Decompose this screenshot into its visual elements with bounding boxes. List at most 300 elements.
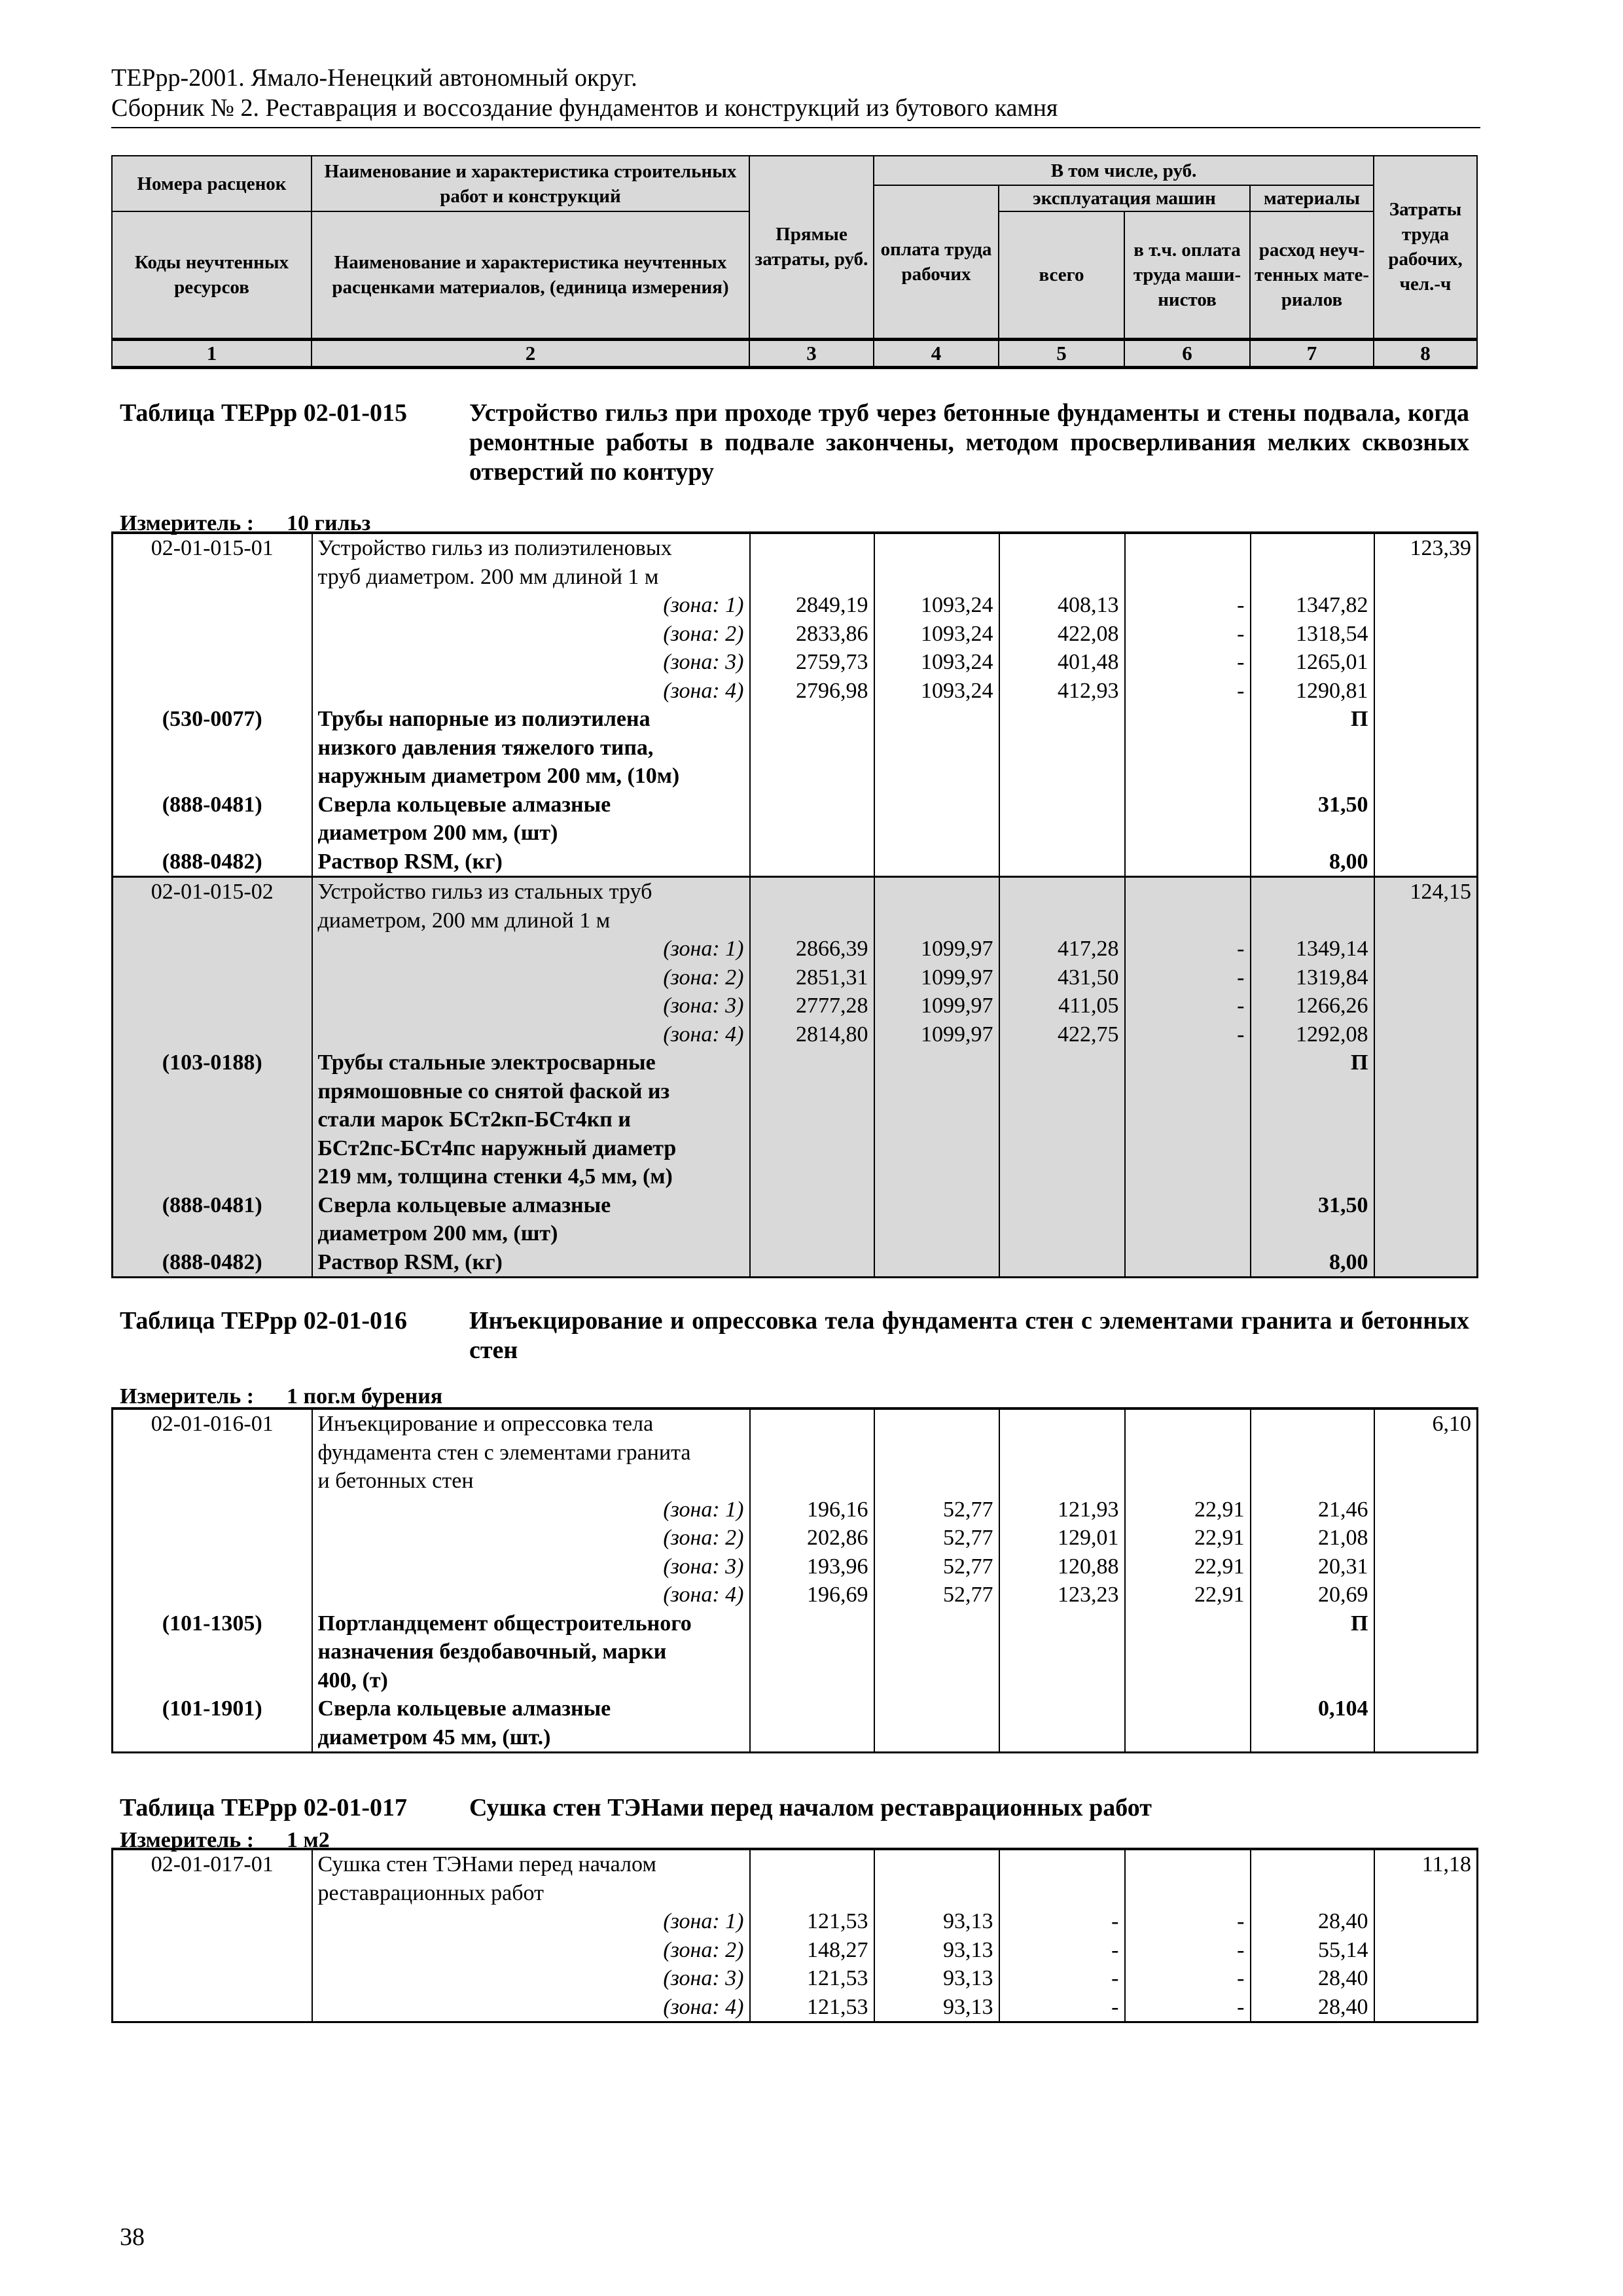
table-row	[113, 1907, 1478, 1936]
zone-label: (зона: 1)	[312, 1907, 750, 1936]
cell	[874, 705, 999, 734]
table-row	[113, 906, 1478, 935]
cell	[874, 1191, 999, 1220]
operator-pay: -	[1125, 620, 1251, 649]
machines-total: 129,01	[999, 1524, 1125, 1552]
table-row	[113, 1993, 1478, 2022]
cell	[1125, 1723, 1251, 1753]
material-name-line: Трубы стальные электросварные	[312, 1049, 750, 1077]
cell	[999, 848, 1125, 877]
table-row	[113, 533, 1478, 563]
cell	[113, 1134, 312, 1163]
rate-name-line: труб диаметром. 200 мм длиной 1 м	[312, 563, 750, 592]
cell	[113, 591, 312, 620]
cell	[113, 1077, 312, 1106]
cell	[1125, 1191, 1251, 1220]
zone-label: (зона: 1)	[312, 1496, 750, 1524]
cell	[113, 1162, 312, 1191]
header-resource-codes: Коды неучтенных ресурсов	[112, 211, 312, 339]
cell	[1125, 1105, 1251, 1134]
table-row	[113, 1105, 1478, 1134]
table-row	[113, 1248, 1478, 1278]
cell	[874, 791, 999, 819]
cell	[1251, 762, 1374, 791]
cell	[1374, 563, 1478, 592]
materials-cost: 28,40	[1251, 1993, 1374, 2022]
table-row	[113, 1609, 1478, 1638]
machines-total: 120,88	[999, 1552, 1125, 1581]
table-row	[113, 1936, 1478, 1965]
rate-name-line: фундамента стен с элементами гранита	[312, 1439, 750, 1467]
cell	[750, 877, 874, 906]
table-number: Таблица ТЕРрр 02-01-016	[120, 1307, 408, 1335]
meter-label: Измеритель :	[120, 1384, 255, 1408]
column-number: 3	[749, 339, 874, 367]
direct-costs: 2866,39	[750, 935, 874, 963]
material-name-line: низкого давления тяжелого типа,	[312, 734, 750, 762]
material-consumption: 31,50	[1251, 1191, 1374, 1220]
column-number: 6	[1124, 339, 1250, 367]
material-name-line: Портландцемент общестроительного	[312, 1609, 750, 1638]
labor-cost: 124,15	[1374, 877, 1478, 906]
table-row	[113, 992, 1478, 1020]
cell	[750, 1077, 874, 1106]
zone-label: (зона: 2)	[312, 1524, 750, 1552]
material-consumption: 8,00	[1251, 848, 1374, 877]
zone-label: (зона: 2)	[312, 620, 750, 649]
meter-value: 1 м2	[287, 1828, 330, 1852]
cell	[750, 791, 874, 819]
table-row	[113, 1524, 1478, 1552]
cell	[874, 563, 999, 592]
header-material-name: Наименование и характеристика неучтенных расценками материалов, (единица измерения)	[312, 211, 749, 339]
cell	[999, 1105, 1125, 1134]
table-row	[113, 1162, 1478, 1191]
cell	[1251, 533, 1374, 563]
operator-pay: 22,91	[1125, 1552, 1251, 1581]
header-machines-total: всего	[999, 211, 1124, 339]
cell	[1374, 1581, 1478, 1609]
cell	[113, 762, 312, 791]
cell	[1251, 1439, 1374, 1467]
cell	[1125, 848, 1251, 877]
cell	[750, 734, 874, 762]
labor-cost: 11,18	[1374, 1849, 1478, 1879]
cell	[1374, 992, 1478, 1020]
table-row	[113, 963, 1478, 992]
cell	[1251, 1134, 1374, 1163]
operator-pay: -	[1125, 591, 1251, 620]
cell	[874, 1049, 999, 1077]
resource-code: (103-0188)	[113, 1049, 312, 1077]
worker-pay: 1099,97	[874, 935, 999, 963]
table-row	[113, 1581, 1478, 1609]
cell	[1125, 1609, 1251, 1638]
cell	[874, 762, 999, 791]
worker-pay: 1093,24	[874, 648, 999, 677]
cell	[874, 1879, 999, 1908]
cell	[874, 1638, 999, 1666]
cell	[750, 762, 874, 791]
cell	[1374, 906, 1478, 935]
cell	[874, 1609, 999, 1638]
resource-code: (888-0481)	[113, 1191, 312, 1220]
cell	[750, 563, 874, 592]
cell	[1374, 648, 1478, 677]
header-direct-costs: Прямые затраты, руб.	[749, 156, 874, 339]
cell	[999, 1049, 1125, 1077]
cell	[113, 1936, 312, 1965]
collection-subtitle: Сборник № 2. Реставрация и воссоздание фундаментов и конструкций из бутового камня	[111, 94, 1058, 122]
table-row	[113, 563, 1478, 592]
cell	[999, 1219, 1125, 1248]
cell	[1374, 1907, 1478, 1936]
direct-costs: 121,53	[750, 1964, 874, 1993]
cell	[750, 1219, 874, 1248]
header-labor-costs: Затраты труда рабочих, чел.-ч	[1374, 156, 1477, 339]
cell	[113, 648, 312, 677]
worker-pay: 52,77	[874, 1581, 999, 1609]
cell	[1251, 1666, 1374, 1695]
resource-code: (101-1901)	[113, 1695, 312, 1723]
cell	[750, 1879, 874, 1908]
table-row	[113, 1467, 1478, 1496]
labor-cost: 6,10	[1374, 1408, 1478, 1439]
table-row	[113, 1049, 1478, 1077]
cell	[999, 1695, 1125, 1723]
rate-code: 02-01-016-01	[113, 1408, 312, 1439]
cell	[750, 1191, 874, 1220]
cell	[1125, 1638, 1251, 1666]
cell	[1374, 1191, 1478, 1220]
zone-label: (зона: 4)	[312, 1993, 750, 2022]
cell	[113, 677, 312, 706]
cell	[999, 1248, 1125, 1278]
machines-total: 408,13	[999, 591, 1125, 620]
cell	[874, 1467, 999, 1496]
header-materials: материалы	[1250, 185, 1374, 211]
table-meter	[120, 1384, 442, 1410]
zone-label: (зона: 3)	[312, 1964, 750, 1993]
table-row	[113, 1849, 1478, 1879]
cell	[1374, 1049, 1478, 1077]
direct-costs: 2849,19	[750, 591, 874, 620]
cell	[113, 1879, 312, 1908]
material-name-line: диаметром 45 мм, (шт.)	[312, 1723, 750, 1753]
rate-name-line: Устройство гильз из полиэтиленовых	[312, 533, 750, 563]
direct-costs: 202,86	[750, 1524, 874, 1552]
operator-pay: -	[1125, 963, 1251, 992]
meter-label: Измеритель :	[120, 511, 255, 535]
table-row	[113, 591, 1478, 620]
material-name-line: Сверла кольцевые алмазные	[312, 1191, 750, 1220]
column-number: 5	[999, 339, 1124, 367]
cell	[1374, 819, 1478, 848]
resource-code: (888-0482)	[113, 848, 312, 877]
cell	[750, 1248, 874, 1278]
cell	[1251, 1219, 1374, 1248]
zone-label: (зона: 2)	[312, 963, 750, 992]
table-row	[113, 1879, 1478, 1908]
direct-costs: 2759,73	[750, 648, 874, 677]
cell	[874, 906, 999, 935]
table-number: Таблица ТЕРрр 02-01-017	[120, 1794, 408, 1821]
zone-label: (зона: 4)	[312, 1020, 750, 1049]
cell	[874, 1077, 999, 1106]
cell	[113, 1964, 312, 1993]
cell	[1374, 1077, 1478, 1106]
cell	[999, 1723, 1125, 1753]
worker-pay: 93,13	[874, 1964, 999, 1993]
cell	[113, 1552, 312, 1581]
worker-pay: 1093,24	[874, 677, 999, 706]
machines-total: 417,28	[999, 935, 1125, 963]
rate-code: 02-01-017-01	[113, 1849, 312, 1879]
cell	[1251, 1849, 1374, 1879]
header-machines: эксплуатация машин	[999, 185, 1250, 211]
direct-costs: 193,96	[750, 1552, 874, 1581]
machines-total: -	[999, 1907, 1125, 1936]
operator-pay: -	[1125, 992, 1251, 1020]
worker-pay: 1099,97	[874, 1020, 999, 1049]
cell	[874, 1105, 999, 1134]
cell	[1251, 877, 1374, 906]
rate-name-line: Сушка стен ТЭНами перед началом	[312, 1849, 750, 1879]
cell	[1125, 906, 1251, 935]
cell	[1125, 1162, 1251, 1191]
table-title-text: Инъекцирование и опрессовка тела фундамента стен с элементами гранита и бетонных стен	[469, 1307, 1469, 1364]
worker-pay: 1093,24	[874, 620, 999, 649]
cell	[750, 533, 874, 563]
machines-total: 422,75	[999, 1020, 1125, 1049]
cell	[999, 533, 1125, 563]
cell	[113, 563, 312, 592]
cell	[999, 705, 1125, 734]
cell	[750, 1723, 874, 1753]
rate-name-line: Устройство гильз из стальных труб	[312, 877, 750, 906]
cell	[113, 1105, 312, 1134]
material-name-line: 400, (т)	[312, 1666, 750, 1695]
cell	[1125, 877, 1251, 906]
table-number: Таблица ТЕРрр 02-01-015	[120, 399, 408, 427]
cell	[750, 848, 874, 877]
cell	[113, 1638, 312, 1666]
cell	[113, 620, 312, 649]
worker-pay: 52,77	[874, 1496, 999, 1524]
cell	[1125, 791, 1251, 819]
material-name-line: Раствор RSM, (кг)	[312, 848, 750, 877]
cell	[1125, 819, 1251, 848]
table-row	[113, 620, 1478, 649]
cell	[1374, 1993, 1478, 2022]
zone-label: (зона: 2)	[312, 1936, 750, 1965]
rate-code: 02-01-015-02	[113, 877, 312, 906]
table-row	[113, 1020, 1478, 1049]
table-row	[113, 877, 1478, 906]
column-number: 7	[1250, 339, 1374, 367]
table-title-text: Устройство гильз при проходе труб через бетонные фундаменты и стены подвала, когда ремонтные работы в подвале закончены, методом просверливания мелких сквозных отверстий по контуру	[469, 399, 1469, 486]
operator-pay: 22,91	[1125, 1524, 1251, 1552]
cell	[1374, 677, 1478, 706]
cell	[750, 1105, 874, 1134]
cell	[999, 1191, 1125, 1220]
cell	[750, 906, 874, 935]
material-name-line: стали марок БСт2кп-БСт4кп и	[312, 1105, 750, 1134]
materials-cost: 1290,81	[1251, 677, 1374, 706]
material-name-line: Сверла кольцевые алмазные	[312, 791, 750, 819]
cell	[1374, 935, 1478, 963]
header-including: В том числе, руб.	[874, 156, 1374, 185]
cell	[113, 1439, 312, 1467]
cell	[1251, 1408, 1374, 1439]
materials-cost: 28,40	[1251, 1964, 1374, 1993]
cell	[874, 848, 999, 877]
operator-pay: 22,91	[1125, 1581, 1251, 1609]
table-row	[113, 1552, 1478, 1581]
materials-cost: 1266,26	[1251, 992, 1374, 1020]
table-row	[113, 762, 1478, 791]
zone-label: (зона: 1)	[312, 591, 750, 620]
rate-name-line: диаметром, 200 мм длиной 1 м	[312, 906, 750, 935]
cell	[999, 819, 1125, 848]
cell	[113, 1496, 312, 1524]
cell	[1125, 1408, 1251, 1439]
zone-label: (зона: 3)	[312, 1552, 750, 1581]
material-name-line: наружным диаметром 200 мм, (10м)	[312, 762, 750, 791]
cell	[1251, 819, 1374, 848]
material-consumption: 8,00	[1251, 1248, 1374, 1278]
material-name-line: 219 мм, толщина стенки 4,5 мм, (м)	[312, 1162, 750, 1191]
zone-label: (зона: 1)	[312, 935, 750, 963]
cell	[874, 1849, 999, 1879]
cell	[1125, 1879, 1251, 1908]
zone-label: (зона: 4)	[312, 1581, 750, 1609]
cell	[874, 1439, 999, 1467]
cell	[1374, 1695, 1478, 1723]
cell	[1251, 1077, 1374, 1106]
cell	[1374, 762, 1478, 791]
cell	[999, 563, 1125, 592]
materials-cost: 55,14	[1251, 1936, 1374, 1965]
materials-cost: 28,40	[1251, 1907, 1374, 1936]
zone-label: (зона: 3)	[312, 992, 750, 1020]
header-work-name: Наименование и характеристика строительных работ и конструкций	[312, 156, 749, 211]
rate-table	[111, 531, 1478, 1278]
cell	[1125, 533, 1251, 563]
worker-pay: 1099,97	[874, 992, 999, 1020]
resource-code: (101-1305)	[113, 1609, 312, 1638]
resource-code: (888-0481)	[113, 791, 312, 819]
cell	[999, 1666, 1125, 1695]
cell	[1374, 1020, 1478, 1049]
cell	[113, 1907, 312, 1936]
cell	[1251, 1723, 1374, 1753]
direct-costs: 121,53	[750, 1993, 874, 2022]
rate-name-line: Инъекцирование и опрессовка тела	[312, 1408, 750, 1439]
cell	[1374, 1879, 1478, 1908]
cell	[874, 734, 999, 762]
materials-cost: 1265,01	[1251, 648, 1374, 677]
cell	[1251, 1162, 1374, 1191]
table-row	[113, 734, 1478, 762]
cell	[874, 819, 999, 848]
cell	[999, 906, 1125, 935]
column-header-table	[111, 155, 1478, 369]
cell	[1125, 1849, 1251, 1879]
machines-total: 431,50	[999, 963, 1125, 992]
cell	[999, 734, 1125, 762]
cell	[1251, 1638, 1374, 1666]
cell	[1125, 1467, 1251, 1496]
cell	[1374, 1609, 1478, 1638]
cell	[999, 1134, 1125, 1163]
cell	[1374, 1219, 1478, 1248]
material-consumption: 0,104	[1251, 1695, 1374, 1723]
cell	[999, 1439, 1125, 1467]
direct-costs: 121,53	[750, 1907, 874, 1936]
header-rate-numbers: Номера расценок	[112, 156, 312, 211]
cell	[1374, 1524, 1478, 1552]
machines-total: 412,93	[999, 677, 1125, 706]
materials-cost: 21,46	[1251, 1496, 1374, 1524]
materials-cost: 1319,84	[1251, 963, 1374, 992]
operator-pay: -	[1125, 1993, 1251, 2022]
material-name-line: Раствор RSM, (кг)	[312, 1248, 750, 1278]
machines-total: 401,48	[999, 648, 1125, 677]
operator-pay: -	[1125, 677, 1251, 706]
cell	[1125, 1695, 1251, 1723]
operator-pay: -	[1125, 935, 1251, 963]
cell	[874, 877, 999, 906]
table-row	[113, 1666, 1478, 1695]
table-row	[113, 1408, 1478, 1439]
material-consumption: П	[1251, 1609, 1374, 1638]
cell	[113, 1467, 312, 1496]
machines-total: 123,23	[999, 1581, 1125, 1609]
machines-total: -	[999, 1964, 1125, 1993]
table-row	[113, 1695, 1478, 1723]
cell	[1125, 1248, 1251, 1278]
labor-cost: 123,39	[1374, 533, 1478, 563]
cell	[1374, 1723, 1478, 1753]
direct-costs: 2851,31	[750, 963, 874, 992]
machines-total: 411,05	[999, 992, 1125, 1020]
column-number: 4	[874, 339, 999, 367]
operator-pay: -	[1125, 648, 1251, 677]
operator-pay: -	[1125, 1936, 1251, 1965]
cell	[1374, 734, 1478, 762]
cell	[113, 819, 312, 848]
header-operator-pay: в т.ч. оплата труда маши-нистов	[1124, 211, 1250, 339]
page-header	[111, 63, 1480, 128]
cell	[874, 1219, 999, 1248]
cell	[999, 1638, 1125, 1666]
cell	[874, 1248, 999, 1278]
cell	[999, 762, 1125, 791]
cell	[1125, 1219, 1251, 1248]
material-consumption: П	[1251, 1049, 1374, 1077]
table-row	[113, 935, 1478, 963]
cell	[1374, 1162, 1478, 1191]
cell	[1374, 1936, 1478, 1965]
cell	[1125, 762, 1251, 791]
cell	[113, 1723, 312, 1753]
materials-cost: 1347,82	[1251, 591, 1374, 620]
machines-total: -	[999, 1993, 1125, 2022]
material-name-line: диаметром 200 мм, (шт)	[312, 1219, 750, 1248]
cell	[750, 705, 874, 734]
rate-table	[111, 1848, 1478, 2023]
